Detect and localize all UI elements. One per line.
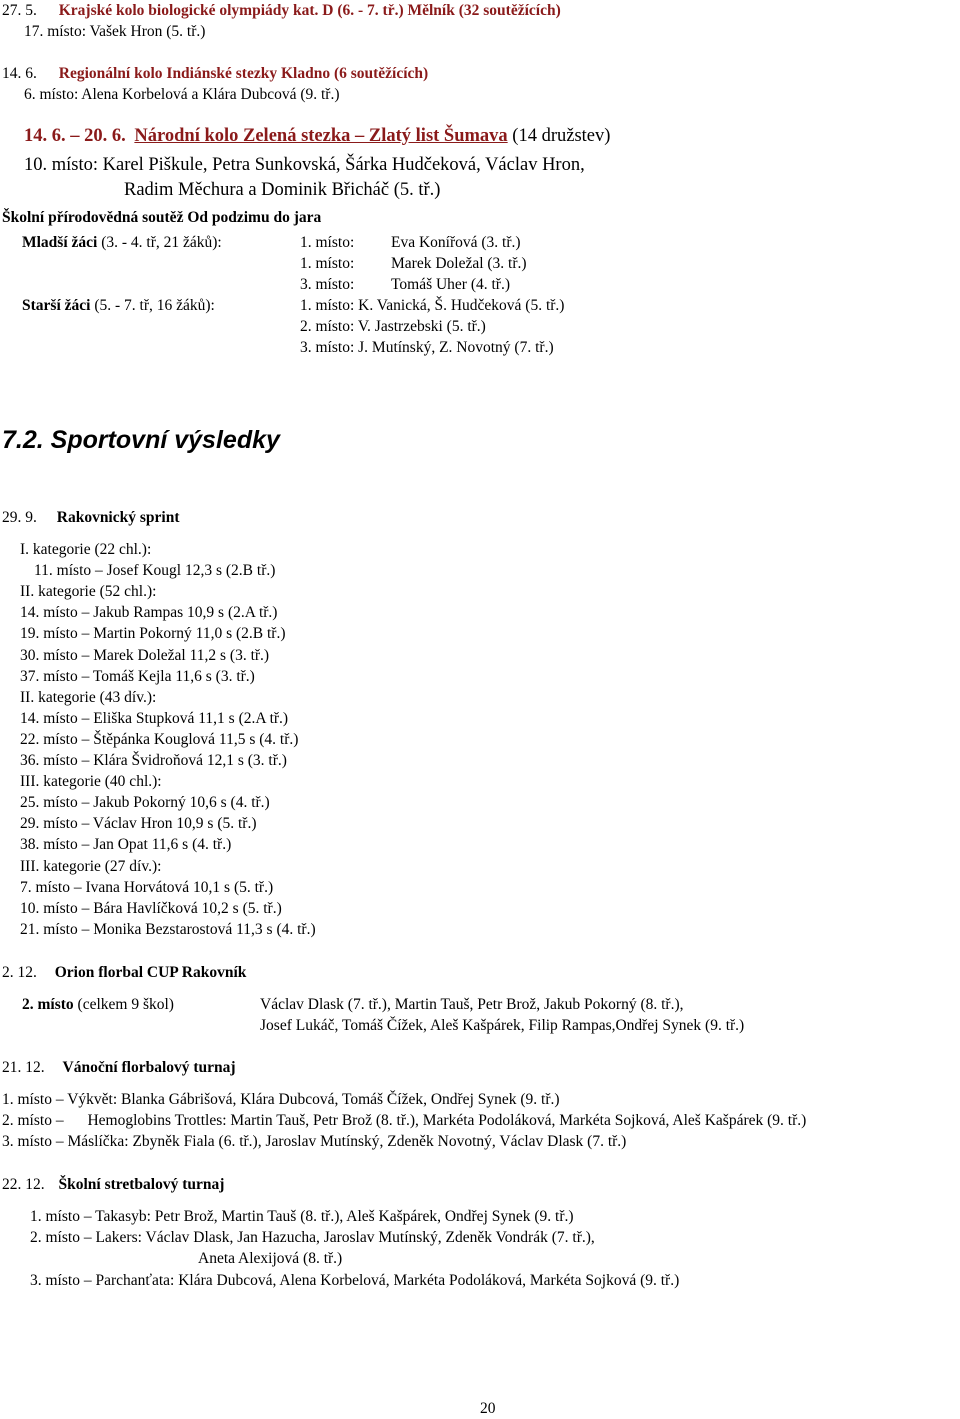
sprint-line: 11. místo – Josef Kougl 12,3 s (2.B tř.) <box>34 562 276 579</box>
starsi-result-2: 2. místo: V. Jastrzebski (5. tř.) <box>300 318 486 335</box>
sprint-line: 38. místo – Jan Opat 11,6 s (4. tř.) <box>20 836 232 853</box>
sprint-line: 25. místo – Jakub Pokorný 10,6 s (4. tř.) <box>20 794 270 811</box>
sprint-line: III. kategorie (27 dív.): <box>20 858 162 875</box>
indian-result: 6. místo: Alena Korbelová a Klára Dubcová (9. tř.) <box>24 86 340 103</box>
mladsi-name-1: Eva Konířová (3. tř.) <box>391 234 521 251</box>
sprint-line: 14. místo – Eliška Stupková 11,1 s (2.A tř.) <box>20 710 289 727</box>
event-date: 14. 6. – 20. 6. <box>24 126 126 146</box>
event-teams: (14 družstev) <box>512 126 611 146</box>
vanocni-result-1: 1. místo – Výkvět: Blanka Gábrišová, Klára Dubcová, Tomáš Čížek, Ondřej Synek (9. tř.) <box>2 1091 560 1108</box>
orion-names-1: Václav Dlask (7. tř.), Martin Tauš, Petr Brož, Jakub Pokorný (8. tř.), <box>260 996 684 1013</box>
event-title: Orion florbal CUP Rakovník <box>54 964 247 981</box>
bio-heading <box>2 0 561 21</box>
sprint-line: 10. místo – Bára Havlíčková 10,2 s (5. tř.) <box>20 900 282 917</box>
vanocni-result-3: 3. místo – Máslíčka: Zbyněk Fiala (6. tř.), Jaroslav Mutínský, Zdeněk Novotný, Václav Dlask (7. tř.) <box>2 1133 627 1150</box>
sprint-line: 7. místo – Ivana Horvátová 10,1 s (5. tř.) <box>20 879 274 896</box>
vanocni-result-2: 2. místo – Hemoglobins Trottles: Martin Tauš, Petr Brož (8. tř.), Markéta Podoláková, Markéta Sojková, Aleš Kašpárek (9. tř.) <box>2 1112 807 1129</box>
mladsi-name-3: Tomáš Uher (4. tř.) <box>391 276 511 293</box>
zelena-heading <box>24 124 610 148</box>
event-date: 21. 12. <box>2 1059 45 1076</box>
starsi-result-3: 3. místo: J. Mutínský, Z. Novotný (7. tř.) <box>300 339 554 356</box>
zelena-result-1: 10. místo: Karel Piškule, Petra Sunkovská, Šárka Hudčeková, Václav Hron, <box>24 155 585 175</box>
sprint-line: II. kategorie (43 dív.): <box>20 689 157 706</box>
skolni-title: Školní přírodovědná soutěž Od podzimu do jara <box>2 209 322 226</box>
event-title: Regionální kolo Indiánské stezky Kladno (6 soutěžících) <box>58 65 429 82</box>
starsi-result-1: 1. místo: K. Vanická, Š. Hudčeková (5. tř.) <box>300 297 565 314</box>
event-date: 22. 12. <box>2 1176 45 1193</box>
event-title: Vánoční florbalový turnaj <box>62 1059 236 1076</box>
stretbal-result-2: 2. místo – Lakers: Václav Dlask, Jan Hazucha, Jaroslav Mutínský, Zdeněk Vondrák (7. tř.), <box>30 1229 595 1246</box>
sprint-line: I. kategorie (22 chl.): <box>20 541 152 558</box>
orion-names-2: Josef Lukáč, Tomáš Čížek, Aleš Kašpárek, Filip Rampas,Ondřej Synek (9. tř.) <box>260 1017 745 1034</box>
event-date: 27. 5. <box>2 2 37 19</box>
sprint-line: III. kategorie (40 chl.): <box>20 773 162 790</box>
sprint-line: II. kategorie (52 chl.): <box>20 583 157 600</box>
event-title: Rakovnický sprint <box>56 509 180 526</box>
event-title: Krajské kolo biologické olympiády kat. D (6. - 7. tř.) Mělník (32 soutěžících) <box>58 2 561 19</box>
sprint-line: 37. místo – Tomáš Kejla 11,6 s (3. tř.) <box>20 668 255 685</box>
mladsi-place-2: 1. místo: <box>300 255 355 272</box>
stretbal-heading <box>2 1174 224 1195</box>
event-date: 14. 6. <box>2 65 37 82</box>
sprint-line: 30. místo – Marek Doležal 11,2 s (3. tř.) <box>20 647 270 664</box>
indian-heading <box>2 63 428 84</box>
mladsi-name-2: Marek Doležal (3. tř.) <box>391 255 527 272</box>
sprint-line: 19. místo – Martin Pokorný 11,0 s (2.B tř.) <box>20 625 286 642</box>
event-date: 29. 9. <box>2 509 37 526</box>
section-heading: 7.2. Sportovní výsledky <box>2 426 280 454</box>
sprint-line: 14. místo – Jakub Rampas 10,9 s (2.A tř.) <box>20 604 278 621</box>
event-title: Školní stretbalový turnaj <box>58 1176 225 1193</box>
zelena-result-2: Radim Měchura a Dominik Břicháč (5. tř.) <box>124 180 441 200</box>
sprint-line: 29. místo – Václav Hron 10,9 s (5. tř.) <box>20 815 257 832</box>
event-title: Národní kolo Zelená stezka – Zlatý list Šumava <box>134 126 508 146</box>
sprint-line: 22. místo – Štěpánka Kouglová 11,5 s (4. tř.) <box>20 731 299 748</box>
stretbal-result-3: 3. místo – Parchanťata: Klára Dubcová, Alena Korbelová, Markéta Podoláková, Markéta Sojková (9. tř.) <box>30 1272 680 1289</box>
mladsi-place-3: 3. místo: <box>300 276 355 293</box>
sprint-line: 21. místo – Monika Bezstarostová 11,3 s (4. tř.) <box>20 921 316 938</box>
page-number: 20 <box>480 1400 496 1417</box>
bio-result: 17. místo: Vašek Hron (5. tř.) <box>24 23 206 40</box>
event-date: 2. 12. <box>2 964 37 981</box>
mladsi-place-1: 1. místo: <box>300 234 355 251</box>
vanocni-heading <box>2 1057 236 1078</box>
sprint-line: 36. místo – Klára Švidroňová 12,1 s (3. tř.) <box>20 752 287 769</box>
starsi-label: Starší žáci (5. - 7. tř, 16 žáků): <box>22 297 215 314</box>
orion-heading <box>2 962 246 983</box>
stretbal-result-1: 1. místo – Takasyb: Petr Brož, Martin Tauš (8. tř.), Aleš Kašpárek, Ondřej Synek (9. tř.) <box>30 1208 574 1225</box>
sprint-heading <box>2 507 180 528</box>
orion-place: 2. místo (celkem 9 škol) <box>22 996 174 1013</box>
stretbal-result-2-cont: Aneta Alexijová (8. tř.) <box>198 1250 343 1267</box>
mladsi-label: Mladší žáci (3. - 4. tř, 21 žáků): <box>22 234 222 251</box>
